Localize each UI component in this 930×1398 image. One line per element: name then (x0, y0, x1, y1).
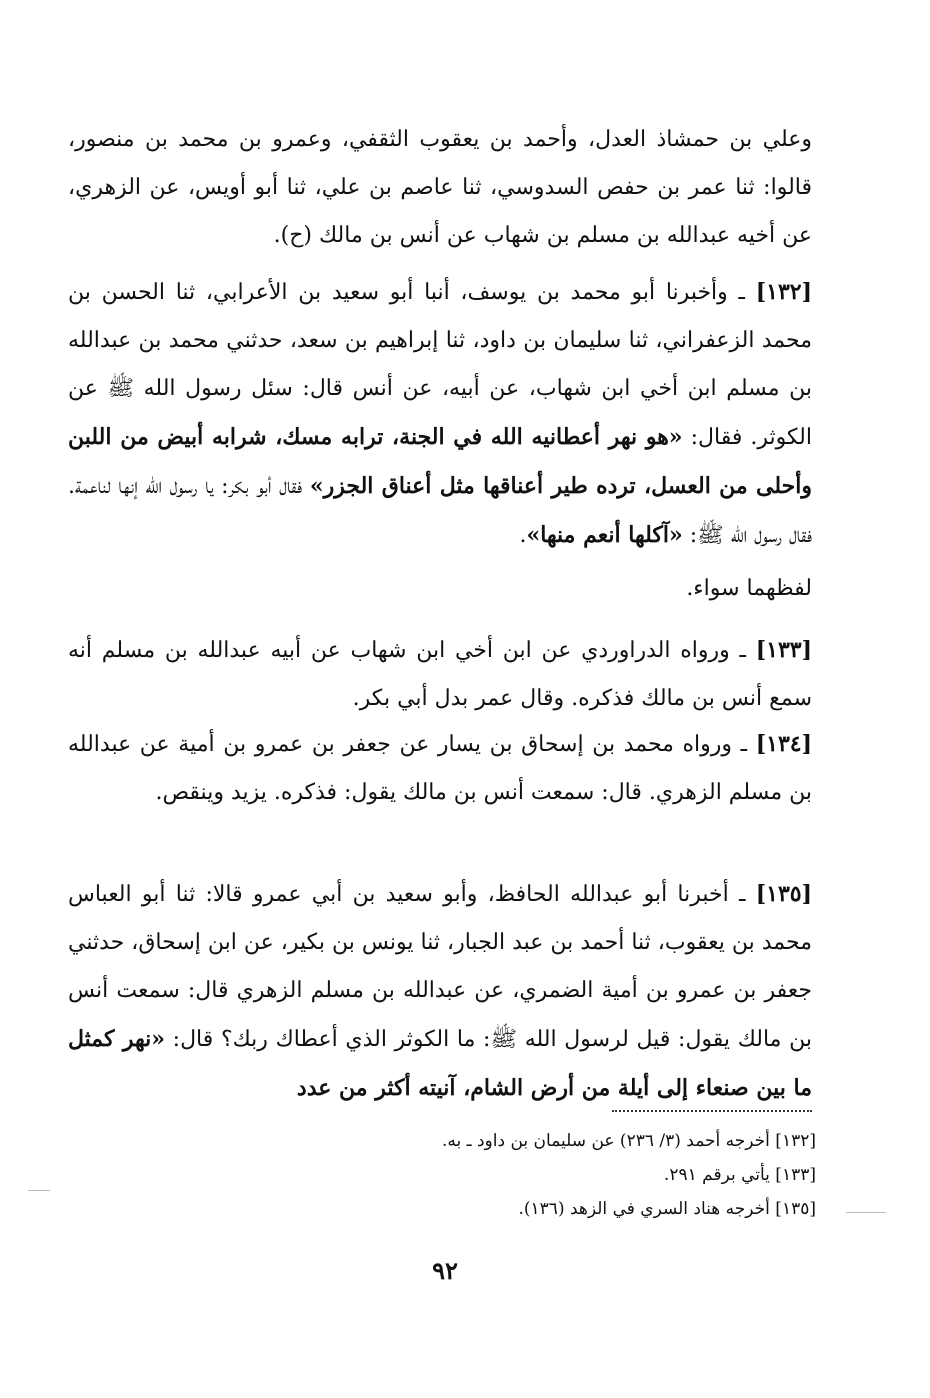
hadith-quote: «آكلها أنعم منها» (526, 522, 683, 548)
paragraph-text: وعلي بن حمشاذ العدل، وأحمد بن يعقوب الثقفي، وعمرو بن محمد بن منصور، قالوا: ثنا عمر بن حفص السدوسي، ثنا عاصم بن علي، ثنا أبو أويس، عن الزهري، عن أخيه عبدالله بن مسلم بن شهاب عن أنس بن مالك (ح). (68, 127, 812, 248)
scan-mark (28, 1190, 50, 1191)
hadith-text: ـ ورواه محمد بن إسحاق بن يسار عن جعفر بن عمرو بن أمية عن عبدالله بن مسلم الزهري. قال: سمعت أنس بن مالك يقول: فذكره. يزيد وينقص. (68, 732, 812, 805)
hadith-quote: «هو نهر أعطانيه الله في الجنة، ترابه مسك، شرابه أبيض من اللبن وأحلى من العسل، ترده طير أعناقها مثل أعناق الجزر» (68, 424, 812, 499)
hadith-135 (68, 870, 812, 1113)
paragraph-continuation (68, 116, 812, 260)
footnote: [١٣٣] يأتي برقم ٢٩١. (663, 1165, 816, 1185)
hadith-134 (68, 720, 812, 817)
hadith-text: فقال أبو بكر: يا رسول الله إنها لناعمة. فقال رسول الله ﷺ: (68, 474, 812, 548)
hadith-number: [١٣٥] (755, 881, 812, 907)
hadith-number: [١٣٣] (755, 637, 812, 663)
footnote: [١٣٥] أخرجه هناد السري في الزهد (١٣٦). (518, 1199, 816, 1219)
footnote: [١٣٢] أخرجه أحمد (٣/ ٢٣٦) عن سليمان بن داود ـ به. (441, 1131, 816, 1151)
hadith-133 (68, 626, 812, 723)
hadith-number: [١٣٢] (755, 279, 812, 305)
hadith-132 (68, 268, 812, 560)
hadith-quote: «نهر كمثل ما بين صنعاء إلى أيلة من أرض الشام، آنيته أكثر من عدد (68, 1026, 812, 1101)
footnotes (300, 1124, 816, 1226)
hadith-text: ـ وأخبرنا أبو محمد بن يوسف، أنبا أبو سعيد بن الأعرابي، ثنا الحسن بن محمد الزعفراني، ثنا سليمان بن داود، ثنا إبراهيم بن سعد، حدثني محمد بن عبدالله بن مسلم ابن أخي ابن شهاب، عن أبيه، عن أنس قال: سئل رسول الله ﷺ عن الكوثر. فقال: (68, 280, 812, 450)
footnote-separator (612, 1110, 812, 1112)
scan-mark (846, 1212, 886, 1213)
hadith-number: [١٣٤] (755, 731, 812, 757)
hadith-text: ـ أخبرنا أبو عبدالله الحافظ، وأبو سعيد بن أبي عمرو قالا: ثنا أبو العباس محمد بن يعقوب، ثنا أحمد بن عبد الجبار، ثنا يونس بن بكير، عن ابن إسحاق، حدثني جعفر بن عمرو بن أمية الضمري، عن عبدالله بن مسلم الزهري قال: سمعت أنس بن مالك يقول: قيل لرسول الله ﷺ: ما الكوثر الذي أعطاك ربك؟ قال: (68, 882, 812, 1052)
remark (68, 565, 812, 613)
page-number: ٩٢ (432, 1256, 458, 1285)
hadith-text: ـ ورواه الدراوردي عن ابن أخي ابن شهاب عن أبيه عبدالله بن مسلم أنه سمع أنس بن مالك فذكره. وقال عمر بدل أبي بكر. (68, 638, 812, 711)
hadith-text: . (519, 523, 527, 548)
remark-text: لفظهما سواء. (686, 576, 812, 601)
